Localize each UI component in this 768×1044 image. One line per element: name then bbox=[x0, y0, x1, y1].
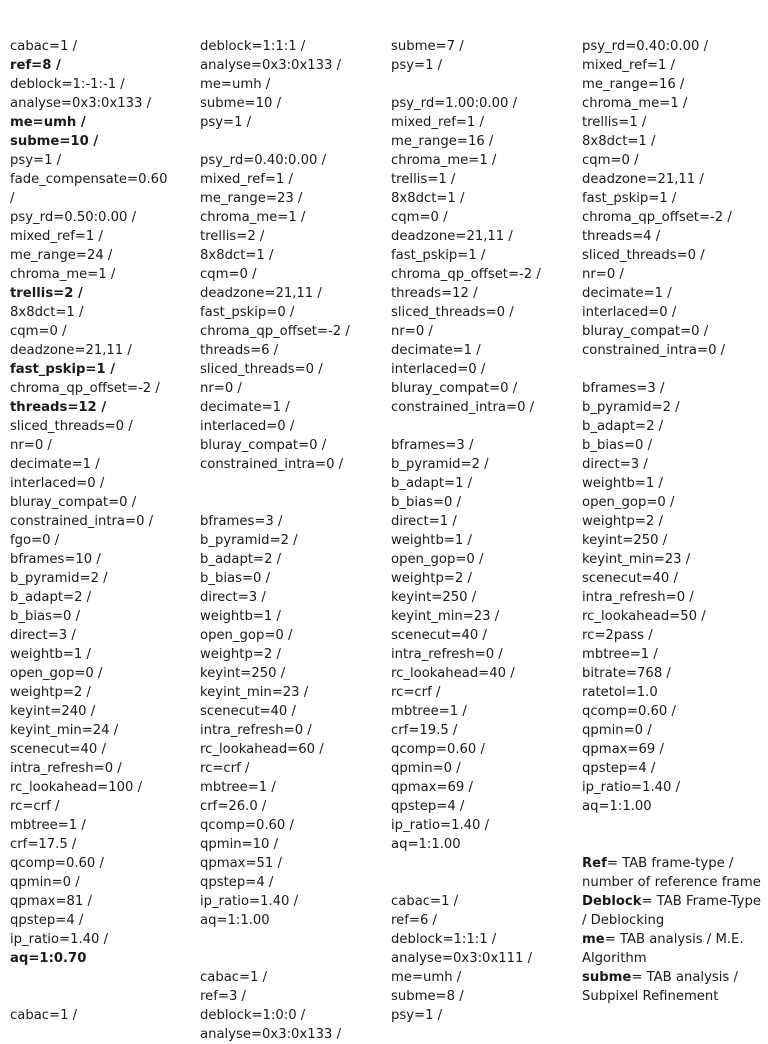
setting-line: fast_pskip=0 / bbox=[200, 305, 295, 320]
legend-description: = TAB analysis / Subpixel Refinement bbox=[582, 970, 743, 1004]
setting-line: bitrate=768 / bbox=[582, 666, 671, 681]
setting-line: qpstep=4 / bbox=[10, 913, 84, 928]
setting-line: chroma_me=1 / bbox=[10, 267, 116, 282]
setting-line: b_bias=0 / bbox=[391, 495, 462, 510]
setting-line: keyint_min=23 / bbox=[582, 552, 691, 567]
legend bbox=[582, 854, 764, 1006]
setting-line: cabac=1 / bbox=[10, 1008, 78, 1023]
setting-line: qpmax=69 / bbox=[391, 780, 473, 795]
setting-line: qcomp=0.60 / bbox=[10, 856, 104, 871]
setting-line: scenecut=40 / bbox=[200, 704, 296, 719]
setting-line: qcomp=0.60 / bbox=[582, 704, 676, 719]
setting-line: crf=26.0 / bbox=[200, 799, 267, 814]
setting-line: keyint_min=23 / bbox=[391, 609, 500, 624]
setting-line: psy_rd=0.40:0.00 / bbox=[200, 153, 327, 168]
setting-line: sliced_threads=0 / bbox=[200, 362, 323, 377]
setting-line: rc=crf / bbox=[200, 761, 250, 776]
setting-line: qpstep=4 / bbox=[582, 761, 656, 776]
setting-line: b_pyramid=2 / bbox=[200, 533, 298, 548]
setting-line: keyint_min=23 / bbox=[200, 685, 309, 700]
setting-line: trellis=1 / bbox=[391, 172, 456, 187]
setting-line: 8x8dct=1 / bbox=[200, 248, 274, 263]
setting-line: psy=1 / bbox=[391, 1008, 443, 1023]
settings-column-3 bbox=[391, 37, 571, 1025]
setting-line: me_range=16 / bbox=[391, 134, 494, 149]
setting-line: scenecut=40 / bbox=[391, 628, 487, 643]
setting-line: psy_rd=0.50:0.00 / bbox=[10, 210, 137, 225]
setting-line: fast_pskip=1 / bbox=[582, 191, 677, 206]
setting-line: chroma_qp_offset=-2 / bbox=[10, 381, 160, 396]
legend-term: Deblock bbox=[582, 894, 642, 909]
setting-line: deadzone=21,11 / bbox=[200, 286, 322, 301]
setting-line: intra_refresh=0 / bbox=[582, 590, 694, 605]
setting-line: ip_ratio=1.40 / bbox=[582, 780, 681, 795]
setting-line: me_range=23 / bbox=[200, 191, 303, 206]
setting-line: weightb=1 / bbox=[391, 533, 472, 548]
setting-line: b_adapt=2 / bbox=[582, 419, 664, 434]
setting-line: interlaced=0 / bbox=[582, 305, 677, 320]
setting-line: me=umh / bbox=[10, 115, 86, 130]
setting-line: rc_lookahead=40 / bbox=[391, 666, 515, 681]
setting-line: direct=3 / bbox=[10, 628, 76, 643]
setting-line: rc_lookahead=60 / bbox=[200, 742, 324, 757]
setting-line: rc_lookahead=100 / bbox=[10, 780, 143, 795]
setting-line: 8x8dct=1 / bbox=[391, 191, 465, 206]
setting-line: cqm=0 / bbox=[582, 153, 639, 168]
setting-line: bframes=10 / bbox=[10, 552, 101, 567]
setting-line: open_gop=0 / bbox=[10, 666, 103, 681]
setting-line: aq=1:1.00 bbox=[200, 913, 270, 928]
setting-line: ip_ratio=1.40 / bbox=[10, 932, 109, 947]
setting-line: b_bias=0 / bbox=[582, 438, 653, 453]
block-spacer bbox=[582, 360, 764, 379]
block-spacer bbox=[200, 474, 380, 512]
setting-line: ref=8 / bbox=[10, 58, 61, 73]
setting-line: rc=crf / bbox=[391, 685, 441, 700]
setting-line: keyint=250 / bbox=[200, 666, 286, 681]
setting-line: interlaced=0 / bbox=[200, 419, 295, 434]
setting-line: rc=crf / bbox=[10, 799, 60, 814]
setting-line: subme=7 / bbox=[391, 39, 464, 54]
setting-line: b_adapt=2 / bbox=[200, 552, 282, 567]
legend-term: subme bbox=[582, 970, 632, 985]
setting-line: intra_refresh=0 / bbox=[200, 723, 312, 738]
setting-line: constrained_intra=0 / bbox=[582, 343, 726, 358]
setting-line: bframes=3 / bbox=[582, 381, 665, 396]
setting-line: ip_ratio=1.40 / bbox=[200, 894, 299, 909]
setting-line: deblock=1:-1:-1 / bbox=[10, 77, 125, 92]
block-spacer bbox=[391, 417, 571, 436]
setting-line: threads=4 / bbox=[582, 229, 661, 244]
setting-line: psy_rd=0.40:0.00 / bbox=[582, 39, 709, 54]
setting-line: b_adapt=1 / bbox=[391, 476, 473, 491]
settings-column-2 bbox=[200, 37, 380, 1044]
setting-line: chroma_me=1 / bbox=[582, 96, 688, 111]
setting-line: mixed_ref=1 / bbox=[10, 229, 103, 244]
setting-line: weightp=2 / bbox=[10, 685, 91, 700]
setting-line: deblock=1:1:1 / bbox=[391, 932, 497, 947]
setting-line: keyint=250 / bbox=[582, 533, 668, 548]
block-spacer bbox=[391, 75, 571, 94]
setting-line: chroma_qp_offset=-2 / bbox=[200, 324, 350, 339]
setting-line: nr=0 / bbox=[200, 381, 242, 396]
setting-line: b_bias=0 / bbox=[10, 609, 81, 624]
setting-line: weightb=1 / bbox=[582, 476, 663, 491]
setting-line: bluray_compat=0 / bbox=[391, 381, 518, 396]
setting-line: me_range=24 / bbox=[10, 248, 113, 263]
legend-item bbox=[582, 854, 764, 892]
setting-line: bframes=3 / bbox=[391, 438, 474, 453]
setting-line: sliced_threads=0 / bbox=[582, 248, 705, 263]
setting-line: direct=1 / bbox=[391, 514, 457, 529]
setting-line: b_adapt=2 / bbox=[10, 590, 92, 605]
setting-line: chroma_me=1 / bbox=[391, 153, 497, 168]
setting-line: analyse=0x3:0x133 / bbox=[200, 1027, 342, 1042]
setting-line: rc_lookahead=50 / bbox=[582, 609, 706, 624]
setting-line: weightp=2 / bbox=[391, 571, 472, 586]
setting-line: open_gop=0 / bbox=[391, 552, 484, 567]
setting-line: open_gop=0 / bbox=[582, 495, 675, 510]
setting-line: weightb=1 / bbox=[200, 609, 281, 624]
setting-line: open_gop=0 / bbox=[200, 628, 293, 643]
legend-term: Ref bbox=[582, 856, 607, 871]
legend-description: = TAB analysis / M.E. Algorithm bbox=[582, 932, 748, 966]
setting-line: chroma_qp_offset=-2 / bbox=[391, 267, 541, 282]
legend-term: me bbox=[582, 932, 605, 947]
setting-line: interlaced=0 / bbox=[10, 476, 105, 491]
block-spacer bbox=[200, 930, 380, 968]
setting-line: bframes=3 / bbox=[200, 514, 283, 529]
setting-line: me_range=16 / bbox=[582, 77, 685, 92]
setting-line: qpmin=0 / bbox=[582, 723, 652, 738]
setting-line: qcomp=0.60 / bbox=[200, 818, 294, 833]
setting-line: psy=1 / bbox=[200, 115, 252, 130]
setting-line: qpstep=4 / bbox=[391, 799, 465, 814]
setting-line: crf=17.5 / bbox=[10, 837, 77, 852]
setting-line: weightp=2 / bbox=[582, 514, 663, 529]
setting-line: nr=0 / bbox=[391, 324, 433, 339]
setting-line: deadzone=21,11 / bbox=[10, 343, 132, 358]
setting-line: qpmax=51 / bbox=[200, 856, 282, 871]
setting-line: ratetol=1.0 bbox=[582, 685, 658, 700]
setting-line: fast_pskip=1 / bbox=[10, 362, 116, 377]
setting-line: cqm=0 / bbox=[10, 324, 67, 339]
block-spacer bbox=[391, 854, 571, 892]
setting-line: constrained_intra=0 / bbox=[10, 514, 154, 529]
setting-line bbox=[10, 968, 188, 987]
setting-line: qpmin=0 / bbox=[391, 761, 461, 776]
setting-line: decimate=1 / bbox=[10, 457, 100, 472]
setting-line: mbtree=1 / bbox=[582, 647, 658, 662]
setting-line: cabac=1 / bbox=[200, 970, 268, 985]
setting-line: deadzone=21,11 / bbox=[391, 229, 513, 244]
setting-line: mbtree=1 / bbox=[200, 780, 276, 795]
block-spacer bbox=[582, 816, 764, 854]
setting-line: mixed_ref=1 / bbox=[200, 172, 293, 187]
setting-line: mbtree=1 / bbox=[391, 704, 467, 719]
setting-line: aq=1:1.00 bbox=[582, 799, 652, 814]
setting-line: keyint=240 / bbox=[10, 704, 96, 719]
setting-line: direct=3 / bbox=[582, 457, 648, 472]
setting-line: constrained_intra=0 / bbox=[391, 400, 535, 415]
setting-line: aq=1:0.70 bbox=[10, 951, 87, 966]
setting-line: me=umh / bbox=[391, 970, 462, 985]
setting-line: mbtree=1 / bbox=[10, 818, 86, 833]
setting-line: decimate=1 / bbox=[582, 286, 672, 301]
setting-line: psy=1 / bbox=[391, 58, 443, 73]
legend-item bbox=[582, 968, 764, 1006]
setting-line: cqm=0 / bbox=[200, 267, 257, 282]
setting-line: keyint_min=24 / bbox=[10, 723, 119, 738]
setting-line: psy_rd=1.00:0.00 / bbox=[391, 96, 518, 111]
setting-line: qpmax=69 / bbox=[582, 742, 664, 757]
setting-line: qpmin=10 / bbox=[200, 837, 279, 852]
setting-line: constrained_intra=0 / bbox=[200, 457, 344, 472]
legend-description: = TAB frame-type / number of reference frame bbox=[582, 856, 761, 890]
setting-line: analyse=0x3:0x133 / bbox=[200, 58, 342, 73]
setting-line: / bbox=[10, 191, 15, 206]
setting-line: cabac=1 / bbox=[10, 39, 78, 54]
setting-line: bluray_compat=0 / bbox=[10, 495, 137, 510]
setting-line: trellis=1 / bbox=[582, 115, 647, 130]
setting-line: subme=10 / bbox=[10, 134, 99, 149]
setting-line: qpmax=81 / bbox=[10, 894, 92, 909]
setting-line: qpmin=0 / bbox=[10, 875, 80, 890]
setting-line: aq=1:1.00 bbox=[391, 837, 461, 852]
setting-line: qpstep=4 / bbox=[200, 875, 274, 890]
setting-line: intra_refresh=0 / bbox=[10, 761, 122, 776]
setting-line: decimate=1 / bbox=[391, 343, 481, 358]
setting-line: interlaced=0 / bbox=[391, 362, 486, 377]
setting-line: bluray_compat=0 / bbox=[582, 324, 709, 339]
setting-line: scenecut=40 / bbox=[582, 571, 678, 586]
setting-line: ref=3 / bbox=[200, 989, 246, 1004]
setting-line: threads=6 / bbox=[200, 343, 279, 358]
setting-line: threads=12 / bbox=[10, 400, 107, 415]
setting-line: nr=0 / bbox=[582, 267, 624, 282]
setting-line: chroma_qp_offset=-2 / bbox=[582, 210, 732, 225]
setting-line: psy=1 / bbox=[10, 153, 62, 168]
settings-column-1 bbox=[10, 37, 188, 1025]
setting-line: sliced_threads=0 / bbox=[391, 305, 514, 320]
legend-item bbox=[582, 892, 764, 930]
settings-column-4 bbox=[582, 37, 764, 1006]
setting-line: b_pyramid=2 / bbox=[10, 571, 108, 586]
setting-line: b_pyramid=2 / bbox=[582, 400, 680, 415]
setting-line: b_pyramid=2 / bbox=[391, 457, 489, 472]
setting-line bbox=[10, 987, 188, 1006]
setting-line: 8x8dct=1 / bbox=[10, 305, 84, 320]
setting-line: deblock=1:1:1 / bbox=[200, 39, 306, 54]
setting-line: mixed_ref=1 / bbox=[582, 58, 675, 73]
setting-line: sliced_threads=0 / bbox=[10, 419, 133, 434]
setting-line: rc=2pass / bbox=[582, 628, 653, 643]
setting-line: 8x8dct=1 / bbox=[582, 134, 656, 149]
setting-line: b_bias=0 / bbox=[200, 571, 271, 586]
setting-line: deadzone=21,11 / bbox=[582, 172, 704, 187]
setting-line: analyse=0x3:0x133 / bbox=[10, 96, 152, 111]
setting-line: threads=12 / bbox=[391, 286, 478, 301]
setting-line: chroma_me=1 / bbox=[200, 210, 306, 225]
setting-line: deblock=1:0:0 / bbox=[200, 1008, 306, 1023]
setting-line: analyse=0x3:0x111 / bbox=[391, 951, 533, 966]
block-spacer bbox=[200, 132, 380, 151]
setting-line: cqm=0 / bbox=[391, 210, 448, 225]
setting-line: qcomp=0.60 / bbox=[391, 742, 485, 757]
setting-line: cabac=1 / bbox=[391, 894, 459, 909]
setting-line: fast_pskip=1 / bbox=[391, 248, 486, 263]
setting-line: keyint=250 / bbox=[391, 590, 477, 605]
legend-description: = TAB Frame-Type / Deblocking bbox=[582, 894, 766, 928]
setting-line: subme=8 / bbox=[391, 989, 464, 1004]
setting-line: bluray_compat=0 / bbox=[200, 438, 327, 453]
setting-line: ref=6 / bbox=[391, 913, 437, 928]
setting-line: nr=0 / bbox=[10, 438, 52, 453]
setting-line: scenecut=40 / bbox=[10, 742, 106, 757]
legend-item bbox=[582, 930, 764, 968]
setting-line: fgo=0 / bbox=[10, 533, 60, 548]
setting-line: weightp=2 / bbox=[200, 647, 281, 662]
setting-line: subme=10 / bbox=[200, 96, 282, 111]
setting-line: trellis=2 / bbox=[10, 286, 83, 301]
setting-line: mixed_ref=1 / bbox=[391, 115, 484, 130]
setting-line: ip_ratio=1.40 / bbox=[391, 818, 490, 833]
setting-line: decimate=1 / bbox=[200, 400, 290, 415]
setting-line: crf=19.5 / bbox=[391, 723, 458, 738]
setting-line: weightb=1 / bbox=[10, 647, 91, 662]
setting-line: intra_refresh=0 / bbox=[391, 647, 503, 662]
setting-line: trellis=2 / bbox=[200, 229, 265, 244]
setting-line: direct=3 / bbox=[200, 590, 266, 605]
setting-line: fade_compensate=0.60 bbox=[10, 172, 168, 187]
setting-line: me=umh / bbox=[200, 77, 271, 92]
